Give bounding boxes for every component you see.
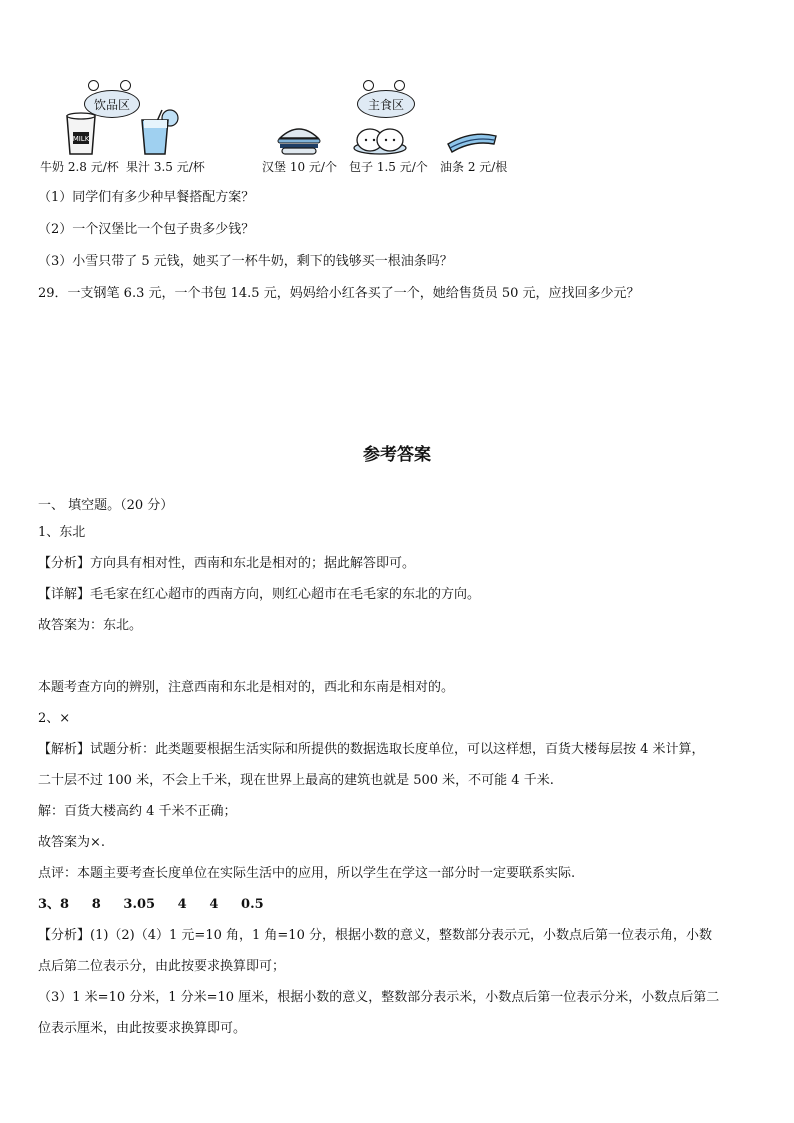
svg-text:MILK: MILK: [72, 135, 90, 143]
question-3: （3）小雪只带了 5 元钱，她买了一杯牛奶，剩下的钱够买一根油条吗？: [38, 254, 453, 269]
answer-line: 解：百货大楼高约 4 千米不正确；: [38, 804, 237, 819]
sign-antenna-icon: [88, 80, 99, 91]
question-1: （1）同学们有多少种早餐搭配方案？: [38, 190, 255, 205]
section-heading: 一、 填空题。（20 分）: [38, 498, 174, 513]
answer-key-title: 参考答案: [363, 445, 431, 465]
sign-antenna-icon: [363, 80, 374, 91]
answer-line: 点评：本题主要考查长度单位在实际生活中的应用，所以学生在学这一部分时一定要联系实际.: [38, 866, 576, 881]
question-2: （2）一个汉堡比一个包子贵多少钱？: [38, 222, 255, 237]
answer-line: 【分析】(1)（2)（4）1 元=10 角，1 角=10 分，根据小数的意义，整数部分表示元，小数点后第一位表示角，小数: [38, 928, 712, 943]
bun-icon: [352, 118, 408, 156]
bun-price: 包子 1.5 元/个: [349, 160, 428, 174]
breakfast-menu: [0, 0, 794, 180]
juice-price: 果汁 3.5 元/杯: [126, 160, 205, 174]
sign-antenna-icon: [120, 80, 131, 91]
juice-cup-icon: [138, 108, 182, 156]
answer-line: 故答案为：东北。: [38, 618, 143, 633]
milk-cup-icon: [64, 112, 98, 156]
answer-line: 本题考查方向的辨别，注意西南和东北是相对的，西北和东南是相对的。: [38, 680, 455, 695]
fried-dough-stick-icon: [444, 126, 500, 156]
milk-price: 牛奶 2.8 元/杯: [40, 160, 119, 174]
answer-line: 二十层不过 100 米，不会上千米，现在世界上最高的建筑也就是 500 米，不可能 4 千米.: [38, 773, 554, 788]
staples-sign: 主食区: [357, 90, 415, 118]
answer-line: 故答案为×.: [38, 835, 106, 850]
answer-line: 1、东北: [38, 525, 86, 540]
fried-dough-stick-price: 油条 2 元/根: [440, 160, 508, 174]
answer-line: 【详解】毛毛家在红心超市的西南方向，则红心超市在毛毛家的东北的方向。: [38, 587, 481, 602]
answer-line: 点后第二位表示分，由此按要求换算即可；: [38, 959, 286, 974]
drinks-sign: 饮品区: [84, 90, 140, 118]
answer-line: 2、×: [38, 711, 71, 726]
answer-line: （3）1 米=10 分米，1 分米=10 厘米，根据小数的意义，整数部分表示米，小数点后第一位表示分米，小数点后第二: [38, 990, 720, 1005]
sign-antenna-icon: [394, 80, 405, 91]
answer-line: 位表示厘米，由此按要求换算即可。: [38, 1021, 247, 1036]
hamburger-price: 汉堡 10 元/个: [262, 160, 337, 174]
answer-line: 3、8 8 3.05 4 4 0.5: [38, 897, 264, 912]
answer-line: 【解析】试题分析：此类题要根据生活实际和所提供的数据选取长度单位，可以这样想，百货大楼每层按 4 米计算，: [38, 742, 705, 757]
hamburger-icon: [276, 124, 322, 156]
question-29: 29．一支钢笔 6.3 元，一个书包 14.5 元，妈妈给小红各买了一个，她给售货员 50 元，应找回多少元？: [38, 286, 640, 301]
answer-line: 【分析】方向具有相对性，西南和东北是相对的；据此解答即可。: [38, 556, 416, 571]
